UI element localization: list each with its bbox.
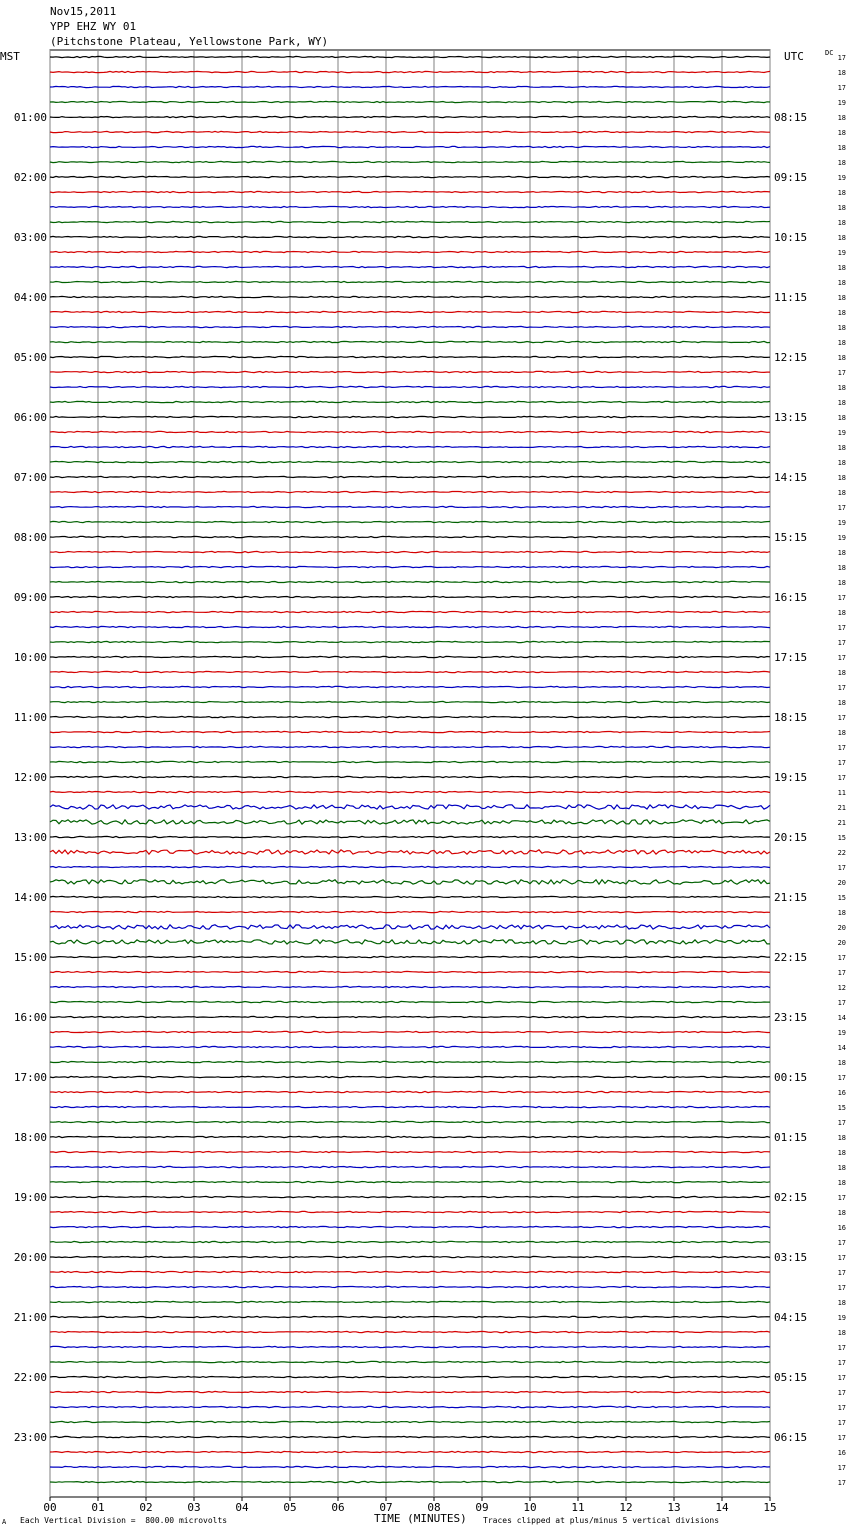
left-hour-label: 14:00 — [13, 891, 47, 904]
dc-value: 18 — [837, 384, 846, 392]
dc-value: 17 — [837, 714, 846, 722]
seismic-trace — [50, 1151, 770, 1152]
dc-value: 19 — [837, 519, 846, 527]
left-hour-label: 22:00 — [13, 1371, 47, 1384]
seismic-trace — [50, 746, 770, 747]
right-hour-label: 00:15 — [774, 1071, 808, 1084]
dc-value: 17 — [837, 1389, 846, 1397]
right-hour-label: 09:15 — [774, 171, 808, 184]
x-tick-label: 14 — [715, 1501, 729, 1514]
seismic-trace — [50, 236, 770, 237]
dc-value: 20 — [837, 939, 846, 947]
left-hour-label: 16:00 — [13, 1011, 47, 1024]
dc-value: 17 — [837, 1419, 846, 1427]
dc-value: 15 — [837, 1104, 846, 1112]
dc-value: 17 — [837, 1374, 846, 1382]
chart-location: (Pitchstone Plateau, Yellowstone Park, WY) — [50, 35, 329, 48]
seismic-trace — [50, 1106, 770, 1107]
left-hour-label: 06:00 — [13, 411, 47, 424]
seismic-trace — [50, 731, 770, 732]
dc-value: 20 — [837, 879, 846, 887]
seismic-trace — [50, 836, 770, 837]
seismic-trace — [50, 491, 770, 492]
dc-value: 21 — [837, 819, 846, 827]
seismic-trace — [50, 551, 770, 552]
seismic-trace — [50, 641, 770, 642]
dc-value: 17 — [837, 639, 846, 647]
seismic-trace — [50, 1046, 770, 1047]
footer-mark: A — [2, 1518, 7, 1526]
dc-value: 17 — [837, 84, 846, 92]
seismic-trace — [50, 896, 770, 897]
seismic-trace — [50, 611, 770, 612]
dc-value: 17 — [837, 1479, 846, 1487]
x-tick-label: 15 — [763, 1501, 777, 1514]
dc-value: 17 — [837, 1404, 846, 1412]
x-tick-label: 04 — [235, 1501, 249, 1514]
dc-value: 18 — [837, 354, 846, 362]
seismic-trace — [50, 86, 770, 87]
right-hour-label: 02:15 — [774, 1191, 808, 1204]
dc-value: 18 — [837, 309, 846, 317]
seismic-trace — [50, 716, 770, 717]
x-tick-label: 11 — [571, 1501, 585, 1514]
x-tick-label: 02 — [139, 1501, 153, 1514]
dc-value: 18 — [837, 564, 846, 572]
seismic-trace — [50, 101, 770, 102]
dc-value: 18 — [837, 1329, 846, 1337]
seismic-trace — [50, 1436, 770, 1437]
seismic-trace — [50, 1481, 770, 1482]
dc-value: 19 — [837, 99, 846, 107]
seismic-trace — [50, 880, 770, 884]
left-hour-label: 10:00 — [13, 651, 47, 664]
dc-value: 17 — [837, 594, 846, 602]
dc-value: 17 — [837, 654, 846, 662]
dc-value: 17 — [837, 1194, 846, 1202]
seismic-trace — [50, 206, 770, 207]
seismic-trace — [50, 596, 770, 597]
seismic-trace — [50, 776, 770, 777]
seismic-trace — [50, 401, 770, 402]
dc-value: 18 — [837, 729, 846, 737]
x-tick-label: 10 — [523, 1501, 537, 1514]
dc-value: 17 — [837, 999, 846, 1007]
right-hour-label: 01:15 — [774, 1131, 808, 1144]
seismic-trace — [50, 1271, 770, 1272]
left-hour-label: 05:00 — [13, 351, 47, 364]
dc-value: 18 — [837, 129, 846, 137]
seismic-trace — [50, 761, 770, 762]
seismic-trace — [50, 506, 770, 507]
dc-value: 18 — [837, 1134, 846, 1142]
dc-value: 17 — [837, 504, 846, 512]
dc-value: 18 — [837, 1164, 846, 1172]
left-hour-label: 09:00 — [13, 591, 47, 604]
dc-value: 18 — [837, 264, 846, 272]
seismic-trace — [50, 1421, 770, 1422]
seismic-trace — [50, 1331, 770, 1332]
x-tick-label: 03 — [187, 1501, 201, 1514]
dc-value: 17 — [837, 1254, 846, 1262]
dc-value: 18 — [837, 609, 846, 617]
left-hour-label: 23:00 — [13, 1431, 47, 1444]
left-hour-label: 20:00 — [13, 1251, 47, 1264]
seismic-trace — [50, 281, 770, 282]
dc-value: 19 — [837, 174, 846, 182]
right-hour-label: 20:15 — [774, 831, 808, 844]
seismic-trace — [50, 371, 770, 372]
seismic-trace — [50, 925, 770, 929]
seismic-trace — [50, 521, 770, 522]
right-hour-label: 15:15 — [774, 531, 808, 544]
seismic-trace — [50, 1391, 770, 1392]
left-hour-label: 12:00 — [13, 771, 47, 784]
seismic-trace — [50, 476, 770, 477]
dc-value: 18 — [837, 1179, 846, 1187]
x-tick-label: 07 — [379, 1501, 393, 1514]
dc-value: 16 — [837, 1449, 846, 1457]
dc-value: 18 — [837, 69, 846, 77]
seismic-trace — [50, 356, 770, 357]
seismic-trace — [50, 656, 770, 657]
seismic-trace — [50, 1166, 770, 1167]
left-hour-label: 15:00 — [13, 951, 47, 964]
seismic-trace — [50, 116, 770, 117]
left-hour-label: 18:00 — [13, 1131, 47, 1144]
seismic-trace — [50, 251, 770, 252]
dc-value: 19 — [837, 249, 846, 257]
right-hour-label: 17:15 — [774, 651, 808, 664]
seismic-trace — [50, 1241, 770, 1242]
dc-value: 19 — [837, 1029, 846, 1037]
seismic-trace — [50, 911, 770, 912]
left-hour-label: 02:00 — [13, 171, 47, 184]
seismic-trace — [50, 701, 770, 702]
dc-value: 17 — [837, 1074, 846, 1082]
dc-value: 17 — [837, 1239, 846, 1247]
left-hour-label: 13:00 — [13, 831, 47, 844]
dc-value: 18 — [837, 669, 846, 677]
seismic-trace — [50, 1226, 770, 1227]
seismic-trace — [50, 1076, 770, 1077]
dc-value: 18 — [837, 339, 846, 347]
left-hour-label: 17:00 — [13, 1071, 47, 1084]
seismic-trace — [50, 940, 770, 944]
seismic-trace — [50, 1256, 770, 1257]
seismic-trace — [50, 1466, 770, 1467]
seismic-trace — [50, 1016, 770, 1017]
seismic-trace — [50, 161, 770, 162]
dc-value: 18 — [837, 474, 846, 482]
x-axis-title: TIME (MINUTES) — [374, 1512, 467, 1525]
seismic-trace — [50, 341, 770, 342]
chart-date: Nov15,2011 — [50, 5, 117, 18]
dc-value: 18 — [837, 1209, 846, 1217]
seismic-trace — [50, 71, 770, 72]
x-tick-label: 00 — [43, 1501, 57, 1514]
seismic-trace — [50, 1286, 770, 1287]
dc-value: 17 — [837, 684, 846, 692]
seismic-trace — [50, 971, 770, 972]
seismic-trace — [50, 1361, 770, 1362]
vertical-division-note: Each Vertical Division = 800.00 microvolts — [20, 1516, 228, 1525]
dc-value: 18 — [837, 324, 846, 332]
right-hour-label: 03:15 — [774, 1251, 808, 1264]
seismic-trace — [50, 581, 770, 582]
seismic-trace — [50, 1211, 770, 1212]
seismic-trace — [50, 1136, 770, 1137]
seismic-trace — [50, 386, 770, 387]
dc-value: 18 — [837, 579, 846, 587]
dc-value: 17 — [837, 1434, 846, 1442]
seismic-trace — [50, 1061, 770, 1062]
seismic-trace — [50, 1346, 770, 1347]
dc-value: 18 — [837, 399, 846, 407]
dc-value: 17 — [837, 864, 846, 872]
dc-value: 12 — [837, 984, 846, 992]
x-tick-label: 09 — [475, 1501, 489, 1514]
right-hour-label: 22:15 — [774, 951, 808, 964]
seismic-trace — [50, 686, 770, 687]
left-hour-label: 19:00 — [13, 1191, 47, 1204]
dc-value: 18 — [837, 909, 846, 917]
seismic-trace — [50, 791, 770, 792]
dc-value: 17 — [837, 759, 846, 767]
dc-value: 18 — [837, 549, 846, 557]
seismic-trace — [50, 446, 770, 447]
seismic-trace — [50, 176, 770, 177]
x-tick-label: 01 — [91, 1501, 105, 1514]
dc-value: 17 — [837, 369, 846, 377]
dc-value: 22 — [837, 849, 846, 857]
dc-value: 18 — [837, 279, 846, 287]
seismic-trace — [50, 1376, 770, 1377]
seismic-trace — [50, 1181, 770, 1182]
dc-value: 17 — [837, 954, 846, 962]
dc-value: 17 — [837, 1464, 846, 1472]
dc-value: 18 — [837, 294, 846, 302]
dc-value: 18 — [837, 204, 846, 212]
seismic-trace — [50, 326, 770, 327]
dc-value: 16 — [837, 1224, 846, 1232]
left-hour-label: 03:00 — [13, 231, 47, 244]
dc-value: 20 — [837, 924, 846, 932]
right-hour-label: 12:15 — [774, 351, 808, 364]
seismic-trace — [50, 221, 770, 222]
dc-value: 18 — [837, 1149, 846, 1157]
right-hour-label: 04:15 — [774, 1311, 808, 1324]
dc-value: 17 — [837, 969, 846, 977]
seismic-trace — [50, 1316, 770, 1317]
dc-value: 17 — [837, 1284, 846, 1292]
right-hour-label: 19:15 — [774, 771, 808, 784]
seismic-trace — [50, 986, 770, 987]
seismic-trace — [50, 191, 770, 192]
left-hour-label: 11:00 — [13, 711, 47, 724]
dc-value: 15 — [837, 894, 846, 902]
dc-value: 18 — [837, 1299, 846, 1307]
left-hour-label: 01:00 — [13, 111, 47, 124]
right-hour-label: 16:15 — [774, 591, 808, 604]
dc-value: 19 — [837, 429, 846, 437]
x-tick-label: 05 — [283, 1501, 297, 1514]
seismic-trace — [50, 956, 770, 957]
seismic-trace — [50, 1301, 770, 1302]
seismic-trace — [50, 296, 770, 297]
seismic-trace — [50, 266, 770, 267]
dc-value: 18 — [837, 699, 846, 707]
seismic-trace — [50, 866, 770, 867]
dc-value: 18 — [837, 414, 846, 422]
seismic-trace — [50, 1406, 770, 1407]
clip-note: Traces clipped at plus/minus 5 vertical divisions — [483, 1516, 720, 1525]
right-hour-label: 13:15 — [774, 411, 808, 424]
right-hour-label: 14:15 — [774, 471, 808, 484]
seismic-trace — [50, 566, 770, 567]
seismic-trace — [50, 850, 770, 854]
dc-value: 15 — [837, 834, 846, 842]
seismic-trace — [50, 1001, 770, 1002]
left-hour-label: 08:00 — [13, 531, 47, 544]
dc-value: 19 — [837, 534, 846, 542]
dc-value: 16 — [837, 1089, 846, 1097]
seismic-trace — [50, 416, 770, 417]
dc-value: 17 — [837, 1119, 846, 1127]
seismic-trace — [50, 56, 770, 57]
dc-value: 17 — [837, 624, 846, 632]
dc-value: 18 — [837, 1059, 846, 1067]
seismic-trace — [50, 146, 770, 147]
dc-value: 17 — [837, 774, 846, 782]
dc-value: 18 — [837, 444, 846, 452]
dc-value: 14 — [837, 1014, 846, 1022]
left-hour-label: 21:00 — [13, 1311, 47, 1324]
right-hour-label: 21:15 — [774, 891, 808, 904]
dc-header-label: DC — [825, 49, 834, 57]
seismic-trace — [50, 1091, 770, 1092]
seismic-trace — [50, 1451, 770, 1452]
x-tick-label: 13 — [667, 1501, 681, 1514]
dc-value: 17 — [837, 1359, 846, 1367]
seismic-trace — [50, 1121, 770, 1122]
dc-value: 18 — [837, 234, 846, 242]
left-timezone-label: MST — [0, 50, 20, 63]
dc-value: 11 — [837, 789, 846, 797]
dc-value: 18 — [837, 219, 846, 227]
seismic-trace — [50, 626, 770, 627]
seismic-trace — [50, 1196, 770, 1197]
seismic-trace — [50, 311, 770, 312]
dc-value: 21 — [837, 804, 846, 812]
x-tick-label: 12 — [619, 1501, 633, 1514]
dc-value: 17 — [837, 1269, 846, 1277]
x-tick-label: 06 — [331, 1501, 345, 1514]
seismic-trace — [50, 431, 770, 432]
right-hour-label: 11:15 — [774, 291, 808, 304]
right-hour-label: 06:15 — [774, 1431, 808, 1444]
dc-value: 17 — [837, 54, 846, 62]
dc-value: 18 — [837, 459, 846, 467]
seismic-trace — [50, 1031, 770, 1032]
right-hour-label: 18:15 — [774, 711, 808, 724]
dc-value: 17 — [837, 744, 846, 752]
seismic-trace — [50, 461, 770, 462]
seismic-trace — [50, 820, 770, 824]
seismic-trace — [50, 536, 770, 537]
dc-value: 18 — [837, 114, 846, 122]
dc-value: 18 — [837, 489, 846, 497]
right-hour-label: 23:15 — [774, 1011, 808, 1024]
right-timezone-label: UTC — [784, 50, 804, 63]
seismic-trace — [50, 671, 770, 672]
left-hour-label: 04:00 — [13, 291, 47, 304]
dc-value: 14 — [837, 1044, 846, 1052]
right-hour-label: 05:15 — [774, 1371, 808, 1384]
dc-value: 18 — [837, 144, 846, 152]
dc-value: 19 — [837, 1314, 846, 1322]
dc-value: 17 — [837, 1344, 846, 1352]
seismic-trace — [50, 805, 770, 809]
dc-value: 18 — [837, 189, 846, 197]
seismic-trace — [50, 131, 770, 132]
left-hour-label: 07:00 — [13, 471, 47, 484]
chart-station: YPP EHZ WY 01 — [50, 20, 137, 33]
dc-value: 18 — [837, 159, 846, 167]
right-hour-label: 10:15 — [774, 231, 808, 244]
x-tick-label: 08 — [427, 1501, 441, 1514]
right-hour-label: 08:15 — [774, 111, 808, 124]
